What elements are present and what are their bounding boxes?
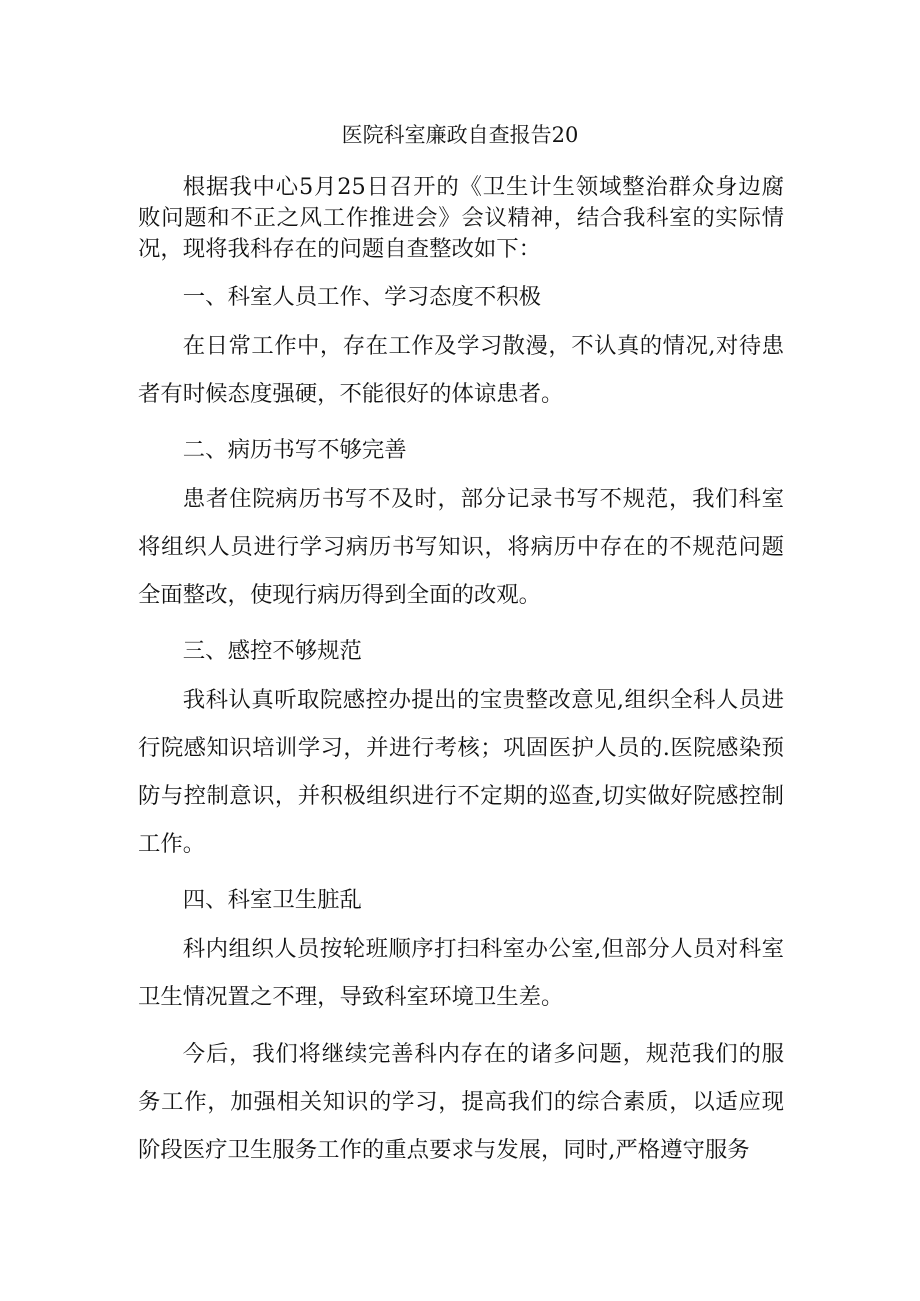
section-1-paragraph: 在日常工作中，存在工作及学习散漫，不认真的情况,对待患者有时候态度强硬，不能很好的体谅患者。 [138, 333, 784, 407]
document-body [138, 172, 784, 1174]
section-2-heading: 二、病历书写不够完善 [182, 437, 407, 463]
section-3-heading: 三、感控不够规范 [182, 638, 362, 664]
section-1-heading: 一、科室人员工作、学习态度不积极 [182, 284, 542, 310]
document-title: 医院科室廉政自查报告20 [341, 123, 579, 147]
intro-paragraph: 根据我中心5月25日召开的《卫生计生领域整治群众身边腐败问题和不正之风工作推进会》会议精神，结合我科室的实际情况，现将我科存在的问题自查整改如下： [138, 174, 784, 262]
section-4-heading: 四、科室卫生脏乱 [182, 887, 362, 913]
closing-paragraph: 今后，我们将继续完善科内存在的诸多问题，规范我们的服务工作，加强相关知识的学习，提高我们的综合素质，以适应现阶段医疗卫生服务工作的重点要求与发展，同时,严格遵守服务 [138, 1041, 784, 1163]
section-2-paragraph: 患者住院病历书写不及时，部分记录书写不规范，我们科室将组织人员进行学习病历书写知识，将病历中存在的不规范问题全面整改，使现行病历得到全面的改观。 [138, 486, 784, 608]
section-4-paragraph: 科内组织人员按轮班顺序打扫科室办公室,但部分人员对科室卫生情况置之不理，导致科室环境卫生差。 [138, 936, 784, 1010]
section-3-paragraph: 我科认真听取院感控办提出的宝贵整改意见,组织全科人员进行院感知识培训学习，并进行考核；巩固医护人员的.医院感染预防与控制意识，并积极组织进行不定期的巡查,切实做好院感控制工作。 [138, 687, 784, 857]
